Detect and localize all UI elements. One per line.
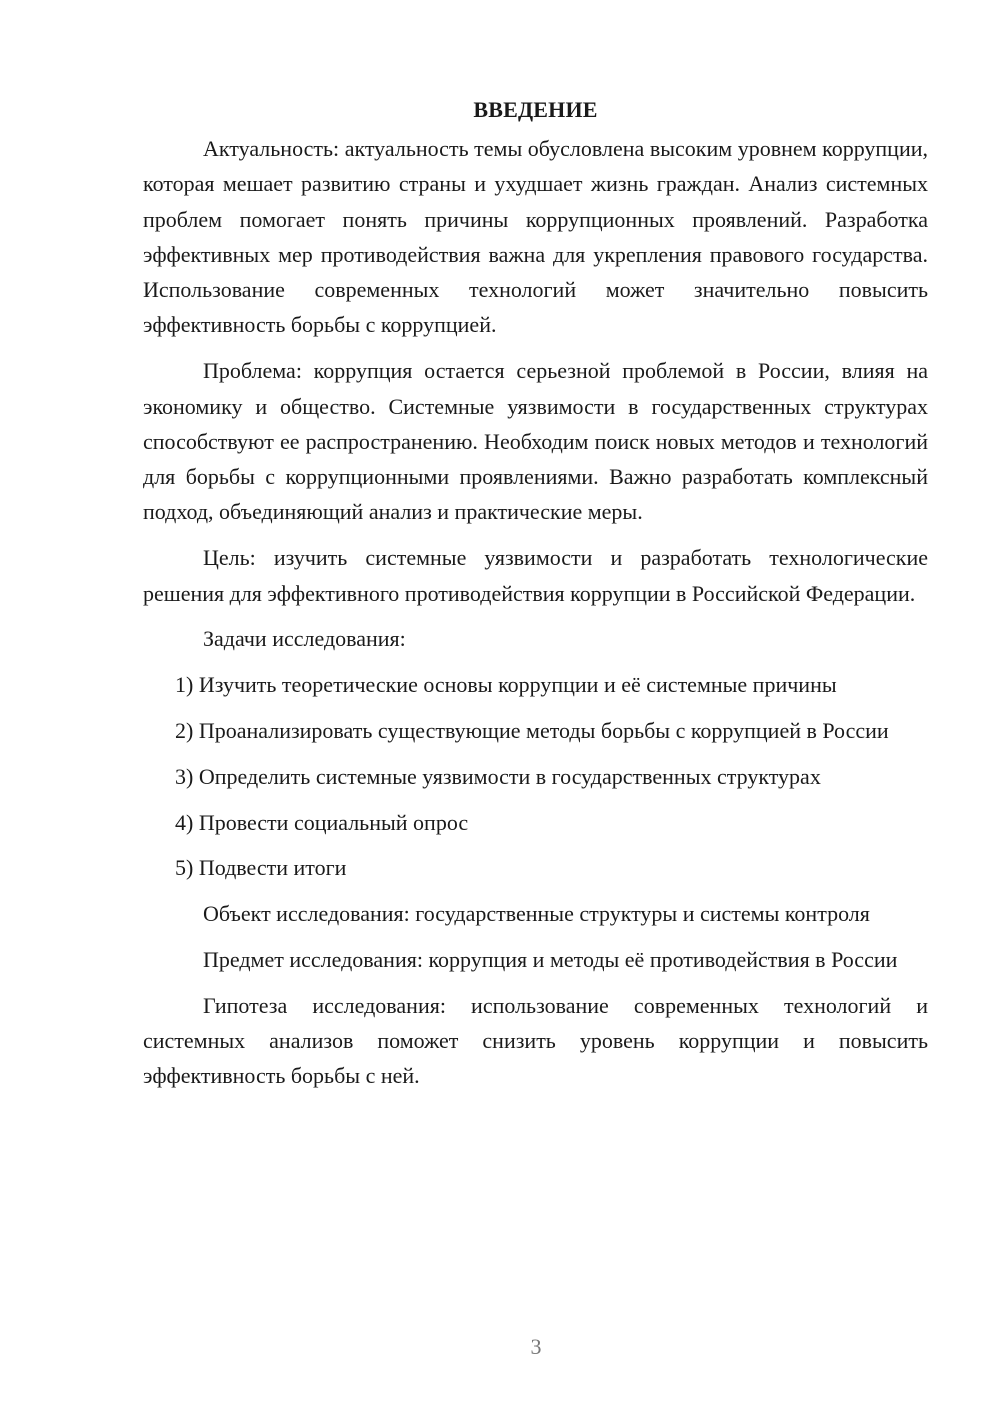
task-item-5: 5) Подвести итоги (175, 855, 347, 881)
tasks-heading: Задачи исследования: (203, 626, 406, 652)
document-body (143, 92, 928, 1104)
paragraph-subject: Предмет исследования: коррупция и методы её противодействия в России (203, 946, 898, 972)
task-item-4: 4) Провести социальный опрос (175, 809, 469, 835)
page-title: ВВЕДЕНИЕ (473, 97, 598, 122)
page-number: 3 (530, 1334, 542, 1359)
task-item-3: 3) Определить системные уязвимости в государственных структурах (175, 763, 821, 789)
paragraph-relevance: Актуальность: актуальность темы обусловлена высоким уровнем коррупции, которая мешает развитию страны и ухудшает жизнь граждан. Анализ системных проблем помогает понять причины коррупционных проявлений. Разработка эффективных мер противодействия важна для укрепления правового государства. Использование современных технологий может значительно повысить эффективность борьбы с коррупцией. (143, 136, 928, 338)
paragraph-object: Объект исследования: государственные структуры и системы контроля (203, 901, 870, 927)
paragraph-goal: Цель: изучить системные уязвимости и разработать технологические решения для эффективного противодействия коррупции в Российской Федерации. (143, 545, 928, 606)
paragraph-hypothesis: Гипотеза исследования: использование современных технологий и системных анализов поможет снизить уровень коррупции и повысить эффективность борьбы с ней. (143, 992, 928, 1089)
paragraph-problem: Проблема: коррупция остается серьезной проблемой в России, влияя на экономику и общество. Системные уязвимости в государственных структурах способствуют ее распространению. Необходим поиск новых методов и технологий для борьбы с коррупционными проявлениями. Важно разработать комплексный подход, объединяющий анализ и практические меры. (143, 358, 928, 525)
task-item-1: 1) Изучить теоретические основы коррупции и её системные причины (175, 672, 837, 698)
task-item-2: 2) Проанализировать существующие методы борьбы с коррупцией в России (175, 717, 889, 743)
